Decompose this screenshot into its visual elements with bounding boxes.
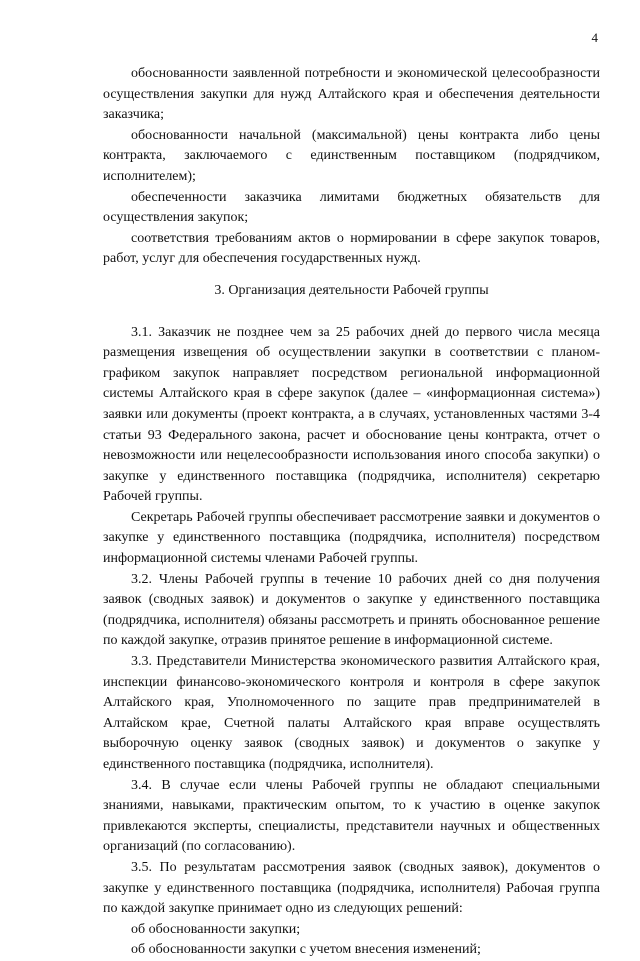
- list-item-decision-2: об обоснованности закупки с учетом внесения изменений;: [131, 942, 481, 958]
- paragraph-3-3: 3.3. Представители Министерства экономического развития Алтайского края, инспекции финансово-экономического контроля и контроля в сфере закупок Алтайского края, Уполномоченного по защите прав предпринимателей в Алтайском крае, Счетной палаты Алтайского края вправе осуществлять выборочную оценку заявок (сводных заявок) и документов о закупке у единственного поставщика (подрядчика, исполнителя).: [103, 654, 600, 772]
- section-heading: 3. Организация деятельности Рабочей группы: [214, 282, 489, 298]
- paragraph-norm-compliance: соответствия требованиям актов о нормировании в сфере закупок товаров, работ, услуг для обеспечения государственных нужд.: [103, 230, 600, 267]
- paragraph-justification-need: обоснованности заявленной потребности и экономической целесообразности осуществления закупки для нужд Алтайского края и обеспечения деятельности заказчика;: [103, 66, 600, 123]
- page-number: 4: [591, 30, 598, 45]
- paragraph-3-1: 3.1. Заказчик не позднее чем за 25 рабочих дней до первого числа месяца размещения извещения об осуществлении закупки в соответствии с планом-графиком закупок направляет посредством региональной информационной системы Алтайского края в сфере закупок (далее – «информационная система») заявки или документы (проект контракта, а в случаях, установленных частями 3-4 статьи 93 Федерального закона, расчет и обоснование цены контракта, отчет о невозможности или нецелесообразности использования иного способа закупки) о закупке у единственного поставщика (подрядчика, исполнителя) секретарю Рабочей группы.: [103, 324, 600, 505]
- list-item-decision-1: об обоснованности закупки;: [131, 921, 301, 937]
- paragraph-budget-limits: обеспеченности заказчика лимитами бюджетных обязательств для осуществления закупок;: [103, 189, 600, 226]
- paragraph-3-2: 3.2. Члены Рабочей группы в течение 10 рабочих дней со дня получения заявок (сводных заявок) и документов о закупке у единственного поставщика (подрядчика, исполнителя) обязаны рассмотреть и принять обоснованное решение по каждой закупке, отразив принятое решение в информационной системе.: [103, 571, 600, 649]
- document-body: [103, 64, 600, 961]
- spacer: [103, 315, 600, 323]
- paragraph-3-5: 3.5. По результатам рассмотрения заявок (сводных заявок), документов о закупке у единственного поставщика (подрядчика, исполнителя) Рабочая группа по каждой закупке принимает одно из следующих решений:: [103, 859, 600, 917]
- paragraph-secretary: Секретарь Рабочей группы обеспечивает рассмотрение заявки и документов о закупке у единственного поставщика (подрядчика, исполнителя) посредством информационной системы членами Рабочей группы.: [103, 509, 600, 567]
- paragraph-justification-price: обоснованности начальной (максимальной) цены контракта либо цены контракта, заключаемого с единственным поставщиком (подрядчиком, исполнителем);: [103, 127, 600, 184]
- paragraph-3-4: 3.4. В случае если члены Рабочей группы не обладают специальными знаниями, навыками, практическим опытом, то к участию в оценке закупок привлекаются эксперты, специалисты, представители научных и общественных организаций (по согласованию).: [103, 777, 600, 855]
